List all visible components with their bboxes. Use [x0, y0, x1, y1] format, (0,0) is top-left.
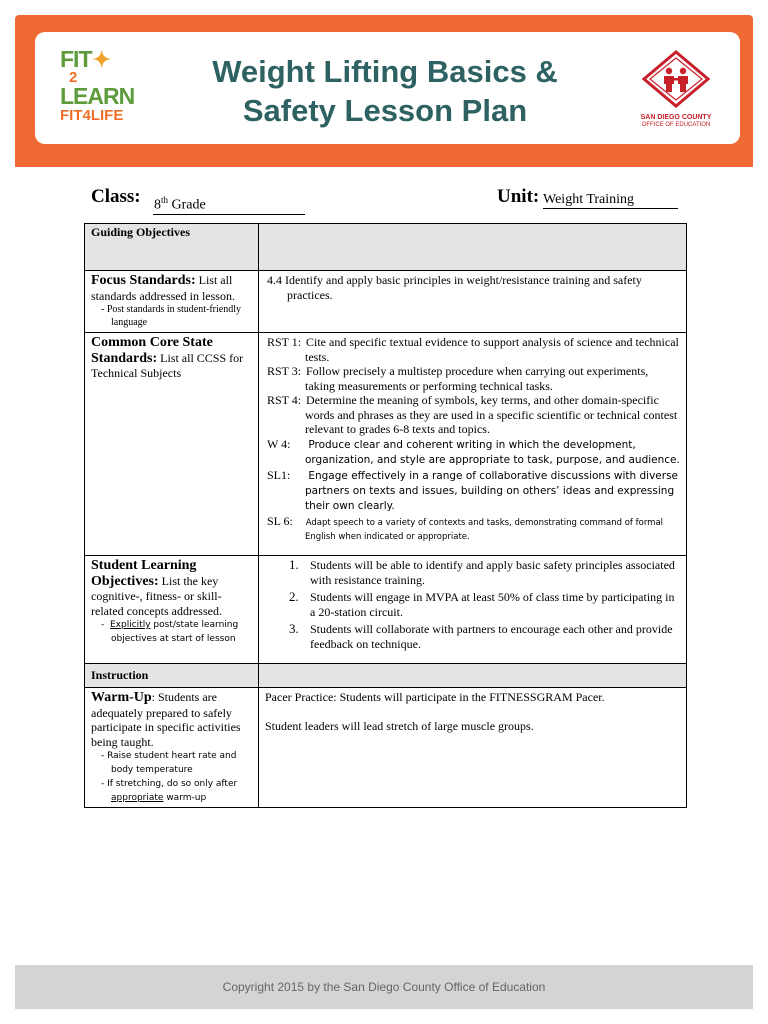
- ccss-entry-w4: W 4: Produce clear and coherent writing in which the development, organization, and style are appropriate to task, purpose, and audience.: [267, 436, 680, 466]
- copyright-text: Copyright 2015 by the San Diego County Office of Education: [222, 980, 546, 994]
- logo-fit4life-text: FIT4LIFE: [60, 106, 124, 124]
- class-unit-line: [91, 186, 691, 212]
- warm-up-pacer-text: Pacer Practice: Students will participate in the FITNESSGRAM Pacer.: [265, 690, 605, 704]
- slo-desc: List the key cognitive-, fitness- or skill-related concepts addressed.: [91, 573, 222, 618]
- sdcoe-seal-icon: [641, 50, 711, 108]
- logo-learn-text: LEARN: [60, 82, 135, 109]
- class-grade-word: Grade: [168, 197, 206, 213]
- warm-up-label-cell: [85, 688, 259, 808]
- focus-standards-label: Focus Standards:: [91, 273, 196, 288]
- unit-label: Unit:: [497, 186, 540, 207]
- unit-value: Weight Training: [543, 192, 678, 209]
- focus-standards-desc: List all standards addressed in lesson.: [91, 273, 235, 303]
- focus-standards-label-cell: [85, 271, 259, 333]
- ccss-label-cell: [85, 333, 259, 556]
- instruction-row: [85, 664, 687, 688]
- ccss-entry-rst1: RST 1: Cite and specific textual evidence to support analysis of science and technical tests.: [267, 335, 679, 364]
- objectives-list: [265, 558, 680, 651]
- objective-item: 2. Students will engage in MVPA at least 50% of class time by participating in a 20-station circuit.: [289, 589, 675, 619]
- instruction-empty-cell: [259, 664, 687, 688]
- sdcoe-line-1: SAN DIEGO COUNTY: [640, 114, 712, 121]
- title-line-2: Safety Lesson Plan: [242, 93, 528, 128]
- logo-fit-text: FIT: [60, 46, 92, 72]
- class-label: Class:: [91, 186, 141, 207]
- class-value: [153, 192, 305, 215]
- guiding-objectives-empty-cell: [259, 224, 687, 271]
- sdcoe-logo: [636, 50, 716, 130]
- ccss-desc: List all CCSS for Technical Subjects: [91, 350, 244, 380]
- footer-bar: [15, 965, 753, 1009]
- ccss-label: Common Core State Standards:: [91, 335, 213, 366]
- warm-up-content-cell: [259, 688, 687, 808]
- guiding-objectives-row: [85, 224, 687, 271]
- student-learning-objectives-row: [85, 556, 687, 664]
- lesson-plan-table: [84, 223, 687, 808]
- objective-item: 1. Students will be able to identify and apply basic safety principles associated with resistance training.: [289, 557, 675, 587]
- ccss-content-cell: [259, 333, 687, 556]
- slo-bullet: - Explicitly post/state learning objectives at start of lesson: [101, 620, 239, 644]
- ccss-entry-rst4: RST 4: Determine the meaning of symbols, key terms, and other domain-specific words and phrases as they are used in a specific scientific or technical contest relevant to grades 6-8 texts and topics.: [267, 393, 678, 436]
- runner-figure-icon: ✦: [92, 47, 110, 72]
- instruction-heading: Instruction: [85, 664, 259, 688]
- class-grade-suffix: th: [161, 195, 169, 205]
- focus-standards-row: [85, 271, 687, 333]
- title-line-1: Weight Lifting Basics &: [212, 54, 558, 89]
- ccss-entry-sl6: SL 6: Adapt speech to a variety of contexts and tasks, demonstrating command of formal English when indicated or appropriate.: [267, 513, 664, 542]
- warm-up-bullet-heart-rate: - Raise student heart rate and body temperature: [101, 751, 237, 775]
- page-title: [150, 52, 620, 130]
- sdcoe-line-2: OFFICE OF EDUCATION: [641, 122, 711, 128]
- ccss-entry-rst3: RST 3: Follow precisely a multistep procedure when carrying out experiments, taking measurements or performing technical tasks.: [267, 364, 649, 393]
- warm-up-stretch-text: Student leaders will lead stretch of large muscle groups.: [265, 718, 534, 733]
- warm-up-row: [85, 688, 687, 808]
- objective-item: 3. Students will collaborate with partners to encourage each other and provide feedback on technique.: [289, 621, 673, 651]
- fit2learn-logo: [60, 46, 135, 128]
- logo-2-text: 2: [69, 69, 78, 86]
- warm-up-bullet-stretching: - If stretching, do so only after appropriate warm-up: [101, 779, 238, 803]
- ccss-entry-sl1: SL1: Engage effectively in a range of collaborative discussions with diverse partners on texts and issues, building on others’ ideas and expressing their own clearly.: [267, 467, 679, 512]
- ccss-row: [85, 333, 687, 556]
- focus-standards-content-cell: [259, 271, 687, 333]
- slo-label: Student Learning Objectives:: [91, 558, 197, 589]
- slo-content-cell: [259, 556, 687, 664]
- class-grade-number: 8: [154, 197, 161, 213]
- focus-standard-4-4: 4.4 Identify and apply basic principles in weight/resistance training and safety practices.: [267, 273, 642, 302]
- guiding-objectives-heading: Guiding Objectives: [85, 224, 259, 271]
- slo-label-cell: [85, 556, 259, 664]
- warm-up-label: Warm-Up: [91, 690, 152, 705]
- warm-up-desc: : Students are adequately prepared to safely participate in specific activities being taught.: [91, 690, 241, 749]
- focus-standards-bullet: - Post standards in student-friendly language: [101, 304, 241, 328]
